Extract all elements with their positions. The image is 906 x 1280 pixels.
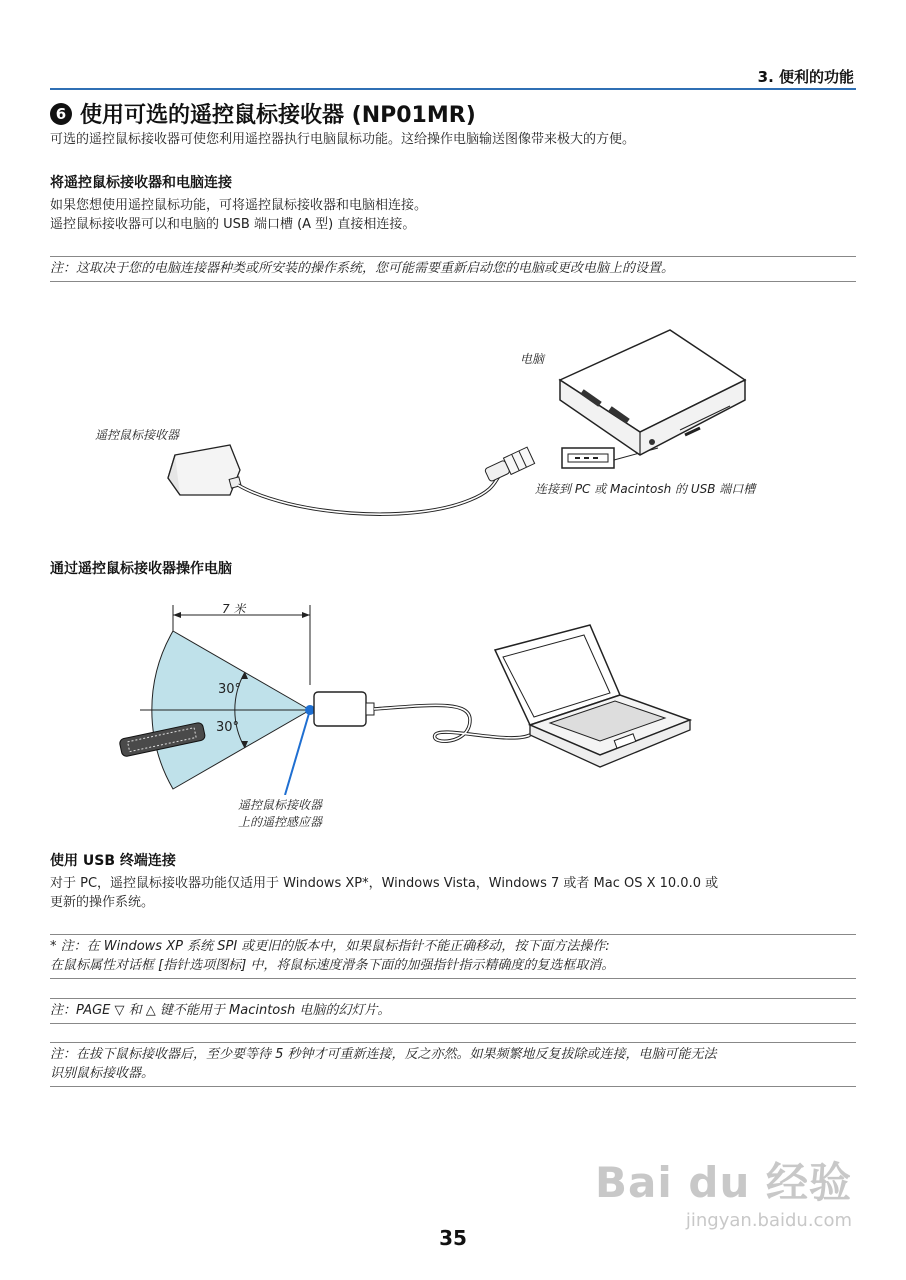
- usb-line-2: 更新的操作系统。: [50, 895, 155, 910]
- connect-line-2: 遥控鼠标接收器可以和电脑的 USB 端口槽 (A 型) 直接相连接。: [50, 217, 416, 232]
- distance-label: 7 米: [222, 602, 246, 616]
- receiver-illustration: [168, 445, 241, 495]
- xp-note: [50, 934, 856, 979]
- usb-heading: 使用 USB 终端连接: [50, 853, 176, 869]
- xp-note-line-1: * 注：在 Windows XP 系统 SPI 或更旧的版本中，如果鼠标指针不能正确移动，按下面方法操作:: [50, 939, 610, 954]
- watermark-url: jingyan.baidu.com: [685, 1210, 852, 1231]
- xp-note-line-2: 在鼠标属性对话框 [指针选项图标] 中，将鼠标速度滑条下面的加强指针指示精确度的复选框取消。: [50, 958, 615, 973]
- laptop-illustration: [495, 625, 690, 767]
- unplug-note-line-2: 识别鼠标接收器。: [50, 1066, 155, 1081]
- usb-plug: [484, 447, 535, 484]
- chapter-title: 3. 便利的功能: [757, 68, 854, 86]
- connect-line-1: 如果您想使用遥控鼠标功能，可将遥控鼠标接收器和电脑相连接。: [50, 198, 428, 213]
- section-title: [50, 98, 476, 129]
- pc-illustration: [560, 330, 745, 455]
- header-rule: [50, 88, 856, 90]
- sensor-label-2: 上的遥控感应器: [238, 815, 323, 829]
- connect-heading: 将遥控鼠标接收器和电脑连接: [50, 175, 232, 191]
- pc-label: 电脑: [520, 352, 545, 366]
- angle-bottom-label: 30°: [216, 720, 240, 735]
- watermark: [595, 1150, 852, 1231]
- angle-top-label: 30°: [218, 682, 242, 697]
- usb-line-1: 对于 PC，遥控鼠标接收器功能仅适用于 Windows XP*，Windows Vista，Windows 7 或者 Mac OS X 10.0.0 或: [50, 876, 719, 891]
- usb-port: [562, 448, 614, 468]
- receiver-label: 遥控鼠标接收器: [95, 428, 180, 442]
- usb-cable: [238, 475, 500, 514]
- usb-port-label: 连接到 PC 或 Macintosh 的 USB 端口槽: [535, 482, 756, 496]
- page-number: 35: [439, 1226, 467, 1250]
- page-key-note: 注：PAGE ▽ 和 △ 键不能用于 Macintosh 电脑的幻灯片。: [50, 998, 856, 1024]
- watermark-logo: Bai du 经验: [595, 1158, 852, 1207]
- section-number-badge: 6: [50, 103, 72, 125]
- unplug-note: [50, 1042, 856, 1087]
- range-diagram: [110, 595, 700, 795]
- unplug-note-line-1: 注：在拔下鼠标接收器后，至少要等待 5 秒钟才可重新连接，反之亦然。如果频繁地反复拔除或连接，电脑可能无法: [50, 1047, 717, 1062]
- operate-heading: 通过遥控鼠标接收器操作电脑: [50, 561, 232, 577]
- os-note: 注：这取决于您的电脑连接器种类或所安装的操作系统，您可能需要重新启动您的电脑或更改电脑上的设置。: [50, 256, 856, 282]
- intro-text: 可选的遥控鼠标接收器可使您利用遥控器执行电脑鼠标功能。这给操作电脑输送图像带来极大的方便。: [50, 132, 636, 147]
- sensor-label-1: 遥控鼠标接收器: [238, 798, 323, 812]
- section-title-text: 使用可选的遥控鼠标接收器 (NP01MR): [80, 103, 476, 128]
